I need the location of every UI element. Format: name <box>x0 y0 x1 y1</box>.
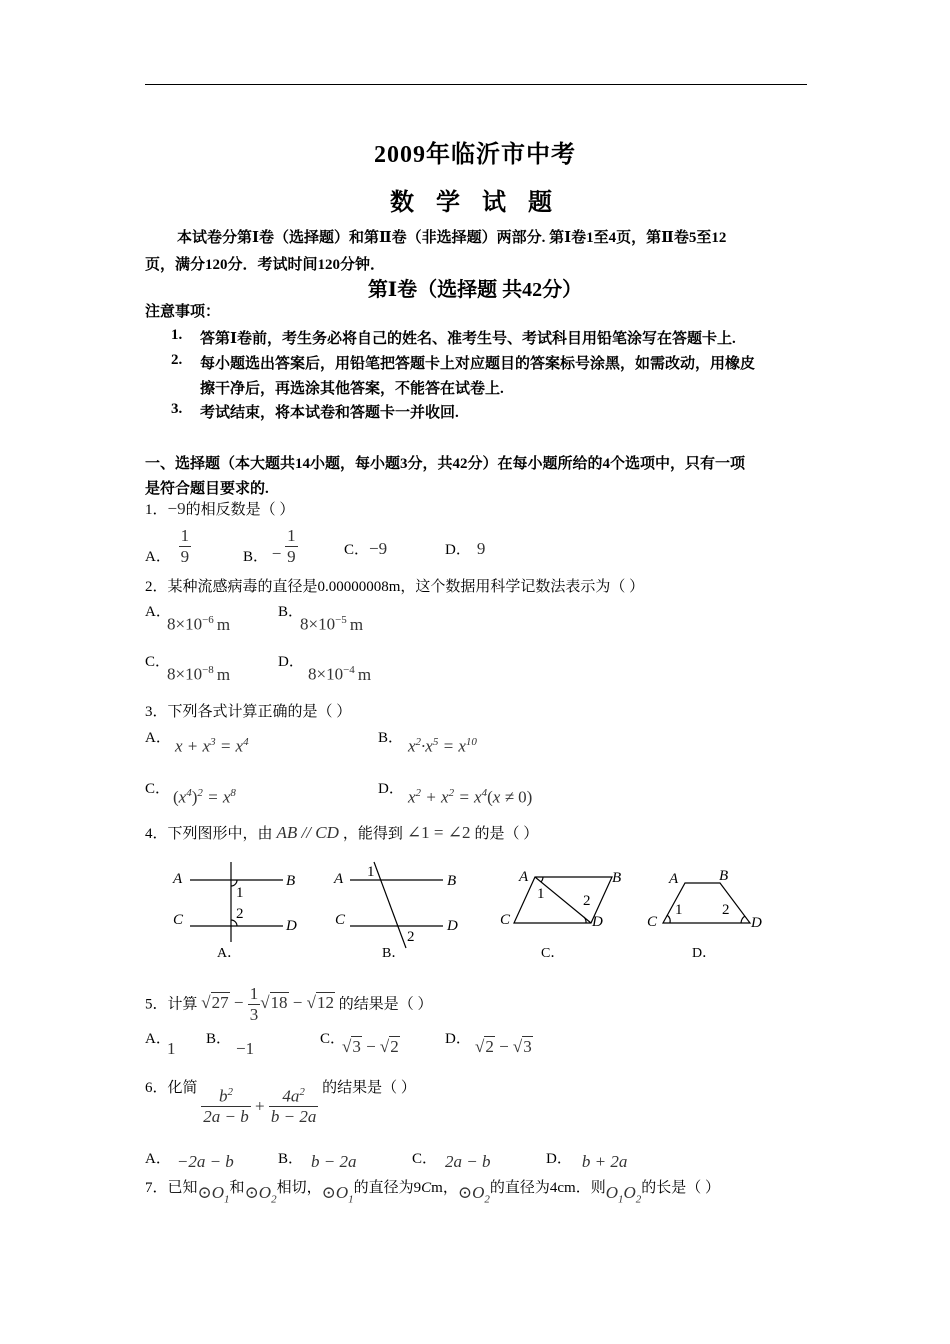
fig-c-caption: C． <box>541 946 565 961</box>
q6-option-d[interactable]: D． b + 2a <box>546 1151 628 1171</box>
fig-b-angle-1-label: 1 <box>367 864 375 880</box>
intro-line-2: 页，满分120分．考试时间120分钟． <box>145 257 386 273</box>
q1-option-c[interactable]: C．−9 <box>344 539 388 558</box>
question-6: 6．化简 $\frac{b^2}{2a - b}$ + $\frac{4a^2}{b - 2a}$ 的结果是（ ） <box>145 1080 416 1127</box>
q3-option-c[interactable]: C． $(x^4)^2 = x^8$ <box>145 781 236 807</box>
exam-title: 2009年临沂市中考 <box>374 142 576 168</box>
fig-b-angle-2-label: 2 <box>407 929 415 945</box>
q5-option-a[interactable]: A． 1 <box>145 1031 176 1058</box>
question-5: 5．计算 √27 − $\frac{1}{3}$ √18 − √12 的结果是（ ） <box>145 984 433 1024</box>
fig-d-angle-2-label: 2 <box>722 902 730 918</box>
fig-d-point-a: A <box>669 871 679 887</box>
q5-option-c[interactable]: C． √3 − √2 <box>320 1031 399 1056</box>
q1-option-a[interactable]: A． $\frac{1}{9}$ <box>145 526 190 566</box>
q2-option-c[interactable]: C． $8\times 10^{-8}$ m <box>145 654 231 684</box>
math-expression: √3 − √2 <box>342 1037 399 1056</box>
q3-option-d[interactable]: D． $x^2 + x^2 = x^4(x \ne 0)$ <box>378 781 533 807</box>
fig-a-point-c: C <box>173 912 184 928</box>
question-4: 4．下列图形中，由 AB // CD ，能得到 ∠1 = ∠2 的是（ ） <box>145 823 539 842</box>
fraction: $\frac{1}{9}$ <box>287 526 296 566</box>
fig-b-point-c: C <box>335 912 346 928</box>
fig-d-point-c: C <box>647 914 658 930</box>
fig-a-caption: A． <box>217 946 242 961</box>
fig-a-angle-1-label: 1 <box>236 885 244 901</box>
math-expression: $x^2\cdot x^5 = x^{10}$ <box>408 736 477 756</box>
circle-o2: $⊙O_2$ <box>244 1183 277 1206</box>
fig-a-angle-2-label: 2 <box>236 906 244 922</box>
q1-option-d[interactable]: D． 9 <box>445 539 486 558</box>
fig-b-caption: B． <box>382 946 406 961</box>
fig-d-angle-1-label: 1 <box>675 902 683 918</box>
fig-c-point-c: C <box>500 912 511 928</box>
math-expression: $\frac{b^2}{2a - b}$ + $\frac{4a^2}{b - 2a}$ <box>203 1086 317 1127</box>
volume-title: 第Ⅰ卷（选择题 共42分） <box>367 279 583 301</box>
q3-option-b[interactable]: B． $x^2\cdot x^5 = x^{10}$ <box>378 730 477 756</box>
fig-d-point-b: B <box>719 868 729 884</box>
fig-a-point-a: A <box>173 871 183 887</box>
q6-option-c[interactable]: C． 2a − b <box>412 1151 491 1171</box>
fig-d-angle-2 <box>741 916 745 923</box>
q6-option-b[interactable]: B． b − 2a <box>278 1151 357 1171</box>
q2-option-b[interactable]: B． $8\times 10^{-5}$ m <box>278 604 364 634</box>
fig-b-point-b: B <box>447 873 457 889</box>
fig-b-point-a: A <box>334 871 344 887</box>
subject-title: 数 学 试 题 <box>390 190 560 216</box>
fig-c-point-d: D <box>592 914 603 930</box>
fig-d-point-d: D <box>751 915 762 931</box>
fig-c-angle-1 <box>541 877 543 882</box>
fig-c-point-a: A <box>519 869 529 885</box>
fig-c-angle-2-label: 2 <box>583 893 591 909</box>
fraction: $\frac{1}{9}$ <box>180 526 190 566</box>
question-2: 2．某种流感病毒的直径是0.00000008m，这个数据用科学记数法表示为（ ） <box>145 579 645 595</box>
math-expression: $(x^4)^2 = x^8$ <box>173 787 236 807</box>
circle-o1: $⊙O_1$ <box>321 1183 354 1206</box>
fig-a-point-b: B <box>286 873 296 889</box>
section-heading-1: 一、选择题（本大题共14小题，每小题3分，共42分）在每小题所给的4个选项中，只有一项 <box>145 456 746 472</box>
intro-line-1: 本试卷分第Ⅰ卷（选择题）和第Ⅱ卷（非选择题）两部分. 第Ⅰ卷1至4页，第Ⅱ卷5至12 <box>177 230 727 246</box>
fig-b-point-d: D <box>447 918 458 934</box>
fig-c-point-b: B <box>612 870 622 886</box>
question-7: 7．已知$⊙O_1$和$⊙O_2$相切，$⊙O_1$的直径为9Cm，$⊙O_2$的直径为4cm．则$O_1O_2$的长是（ ） <box>145 1180 721 1206</box>
q2-option-a[interactable]: A． $8\times 10^{-6}$ m <box>145 604 231 634</box>
circle-o2: $⊙O_2$ <box>457 1183 490 1206</box>
segment-o1o2: $O_1O_2$ <box>605 1183 642 1206</box>
fig-d-caption: D． <box>692 946 717 961</box>
question-3: 3．下列各式计算正确的是（ ） <box>145 704 352 720</box>
exam-page: 2009年临沂市中考 数 学 试 题 本试卷分第Ⅰ卷（选择题）和第Ⅱ卷（非选择题）两部分. 第Ⅰ卷1至4页，第Ⅱ卷5至12 页，满分120分．考试时间120分钟． 第Ⅰ卷（选择题 共42分） 注意事项： 1. 答第Ⅰ卷前，考生务必将自己的姓名、准考生号、考试科目用铅笔涂写在答题卡上. 2. 每小题选出答案后，用铅笔把答题卡上对应题目的答案标号涂黑，如需改动，用橡皮 擦干净后，再选涂其他答案，不能答在试卷上. 3. 考试结束，将本试卷和答题卡一并收回. 一、选择题（本大题共14小题，每小题3分，共42分）在每小题所给的4个选项中，只有一项 是符合题目要求的. 1．−9的相反数是（ ） A． $\frac{1}{9}$ B． − $\frac{1}{9}$ C．−9 D． 9 2．某种流感病毒的直径是0.00000008m，这个数据用科学记数法表示为（ ） A． $8\times 10^{-6}$ m B． $8\times 10^{-5}$ m C． $8\times 10^{-8}$ m D． $8\times 10^{-4}$ m 3．下列各式计算正确的是（ ） A． $x + x^3 = x^4$ B． $x^2\cdot x^5 = x^{10}$ C． $(x^4)^2 = x^8$ D． $x^2 + x^2 = x^4(x \ne 0)$ 4．下列图形中，由 AB // CD ，能得到 ∠1 = ∠2 的是（ ） A B C D A B C D A B C D A B C D 1 2 1 2 1 2 1 2 A． B． C． D． 5．计算 √27 − $\frac{1}{3}$ √18 − √12 的结果是（ ） A． 1 B． −1 C． √3 − √2 D． √2 − √3 6．化简 $\frac{b^2}{2a - b}$ + $\frac{4a^2}{b - 2a}$ 的结果是（ ） A． −2a − b B． b − 2a C． 2a − b D． b + 2a 7．已知$⊙O_1$和$⊙O_2$相切，$⊙O_1$的直径为9Cm，$⊙O_2$的直径为4cm．则$O_1O_2$的长是（ ） <box>0 0 950 1344</box>
q2-option-d[interactable]: D． $8\times 10^{-4}$ m <box>278 654 372 684</box>
q5-option-b[interactable]: B． −1 <box>206 1031 255 1058</box>
fig-a-point-d: D <box>286 918 297 934</box>
math-expression: √2 − √3 <box>475 1037 532 1056</box>
math-expression: $x^2 + x^2 = x^4(x \ne 0)$ <box>408 787 533 807</box>
math-expression: $x + x^3 = x^4$ <box>175 736 249 756</box>
q6-option-a[interactable]: A． −2a − b <box>145 1151 234 1171</box>
fig-d-angle-1 <box>667 915 670 923</box>
circle-o1: $⊙O_1$ <box>197 1183 230 1206</box>
question-1: 1．−9的相反数是（ ） <box>145 499 295 518</box>
math-expression: √27 − $\frac{1}{3}$ √18 − √12 <box>201 984 334 1024</box>
fig-b-transversal <box>374 862 406 948</box>
q5-option-d[interactable]: D． √2 − √3 <box>445 1031 532 1056</box>
fig-c-angle-1-label: 1 <box>537 886 545 902</box>
q1-option-b[interactable]: B． − $\frac{1}{9}$ <box>243 526 296 566</box>
section-heading-2: 是符合题目要求的. <box>145 481 269 497</box>
notes-label: 注意事项： <box>145 304 221 320</box>
q3-option-a[interactable]: A． $x + x^3 = x^4$ <box>145 730 249 756</box>
